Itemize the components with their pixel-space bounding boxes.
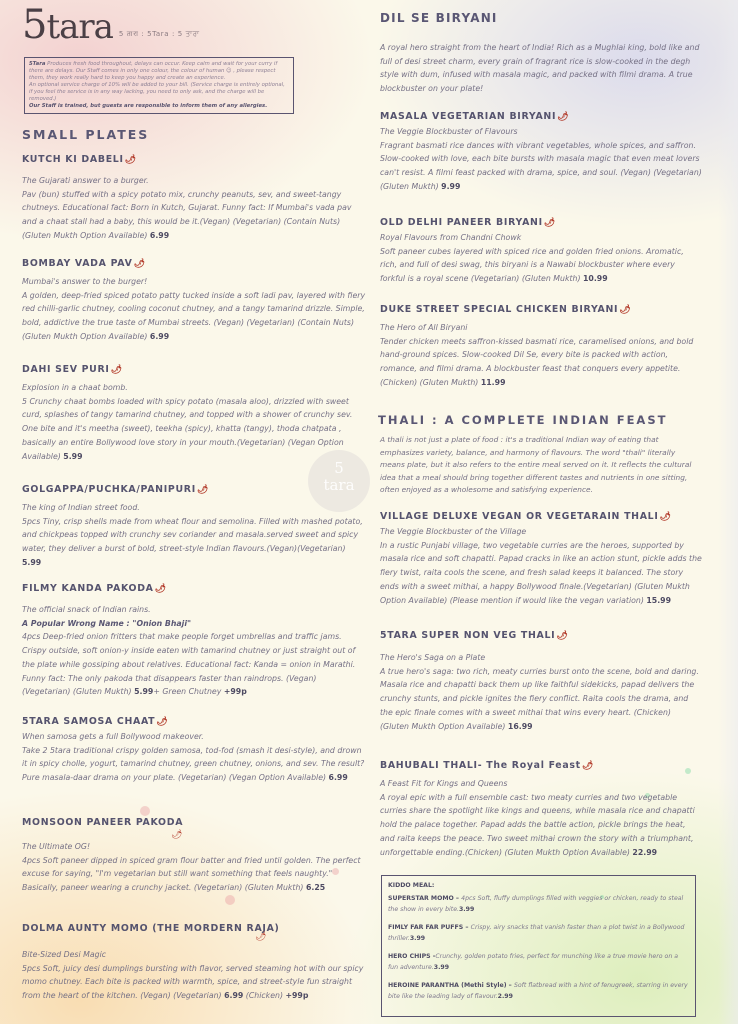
item-name	[380, 630, 702, 641]
logo-subtitle: 5 तारा : 5Tara : 5 ਤਾਰਾ	[118, 30, 200, 38]
item-tagline: A Feast Fit for Kings and Queens	[380, 779, 508, 788]
menu-item	[22, 817, 367, 895]
item-tagline: The Veggie Blockbuster of Flavours	[380, 127, 518, 136]
chili-icon: 🌶	[557, 112, 570, 122]
kiddo-sep: -	[430, 953, 436, 960]
kiddo-item-price: 3.99	[433, 964, 450, 971]
thali-intro: A thali is not just a plate of food : it's a traditional Indian way of eating that emphasizes variety, balance, and harmony of flavours. The word "thali" literally means plate, but it also refers to the entire meal served on it. It reflects the cultural idea that a meal should bring together different tastes and nutrients in one sitting, often enjoyed as a wholesome and satisfying experience.	[380, 435, 692, 495]
item-tagline: The Hero's Saga on a Plate	[380, 653, 486, 662]
item-price: 6.99	[149, 331, 170, 341]
item-name-text: DUKE STREET SPECIAL CHICKEN BIRYANI	[380, 304, 619, 315]
item-price: 22.99	[632, 847, 658, 857]
item-name-text: GOLGAPPA/PUCHKA/PANIPURI	[22, 484, 196, 495]
kiddo-sep: –	[506, 982, 514, 989]
item-price: 15.99	[646, 595, 672, 605]
chili-icon: 🌶	[581, 761, 594, 771]
watermark-five: 5	[334, 459, 344, 477]
kiddo-item-price: 3.99	[458, 906, 475, 913]
item-description	[22, 962, 367, 1003]
item-price: 6.99	[149, 230, 170, 240]
item-extra: + Green Chutney	[153, 687, 224, 697]
item-tagline: The Hero of All Biryani	[380, 323, 468, 332]
item-name	[22, 923, 367, 934]
menu-item	[22, 364, 367, 463]
kiddo-item-name: FIMLY FAR FAR PUFFS	[388, 924, 464, 931]
item-name-text: 5TARA SAMOSA CHAAT	[22, 716, 156, 727]
kiddo-item-desc: Crispy, airy snacks that vanish faster than a plot twist in a Bollywood thriller.	[388, 924, 685, 942]
notice-brand: 5Tara	[29, 61, 46, 67]
item-tagline: Bite-Sized Desi Magic	[22, 950, 107, 959]
kiddo-item-name: SUPERSTAR MOMO	[388, 895, 454, 902]
menu-item	[22, 923, 367, 1003]
chili-icon: 🌶	[619, 305, 632, 315]
description-text: A golden, deep-fried spiced potato patty tucked inside a soft ladi pav, layered with fiery red chilli-garlic chutney, cooling coconut chutney, and a tangy tamarind drizzle. Simple, bold, addictive the true taste of Mumbai streets. (Vegan) (Vegetarian) (Contain Nuts) (Gluten Mukth Option Available)	[22, 290, 366, 341]
item-name-text: OLD DELHI PANEER BIRYANI	[380, 217, 543, 228]
item-description	[22, 515, 367, 570]
chili-icon: 🌶	[556, 631, 569, 641]
item-name-text: MASALA VEGETARIAN BIRYANI	[380, 111, 557, 122]
item-name-text: MONSOON PANEER PAKODA	[22, 817, 184, 828]
description-text: 5pcs Soft, juicy desi dumplings bursting with flavor, served steaming hot with our spicy momo chutney. Each bite is packed with warmth, spice, and street-style fun straight from the heart of the kitchen. (Vegan) (Vegetarian)	[22, 963, 364, 1001]
menu-item	[380, 511, 702, 607]
item-tagline: The official snack of Indian rains.	[22, 605, 151, 614]
description-text: A true hero's saga: two rich, meaty curries burst onto the scene, bold and daring. Masala rice and chapatti back them up like faithful sidekicks, papad delivers the crunchy stunts, and pickle ignites the fiery conflict. Raita cools the drama, and the epic finale comes with a sweet mithai that wins every heart. (Chicken) (Gluten Mukth Option Available)	[380, 666, 699, 731]
notice-line-3: Our Staff is trained, but guests are responsible to inform them of any allergies.	[29, 103, 268, 109]
item-tagline: The Gujarati answer to a burger.	[22, 176, 149, 185]
chili-icon: 🌶	[110, 365, 123, 375]
item-description	[380, 335, 702, 390]
logo-text: tara	[46, 7, 113, 47]
description-text: 4pcs Deep-fried onion fritters that make people forget umbrellas and traffic jams. Crispy outside, soft onion-y inside eaten with tamarind chutney or just straight out of the plate while gossiping about relatives. Educational fact: Kanda = onion in Marathi. Funny fact: The only pakoda that disappears faster than raindrops. (Vegan) (Vegetarian) (Gluten Mukth)	[22, 632, 356, 697]
item-description	[380, 245, 702, 286]
description-text: A royal epic with a full ensemble cast: two meaty curries and two vegetable curries share the spotlight like kings and queens, while masala rice and chapatti hold the palace together. Papad adds the battle action, pickle brings the heat, and raita keeps the peace. Two sweet mithai crown the story with a triumphant, unforgettable ending.(Chicken) (Gluten Mukth Option Available)	[380, 792, 695, 857]
logo-five: 5	[22, 2, 47, 48]
menu-item	[22, 583, 367, 699]
house-notice-box	[24, 57, 294, 114]
description-text: Take 2 5tara traditional crispy golden samosa, tod-fod (smash it desi-style), and drown it in spicy cholle, yogurt, tamarind chutney, green chutney, onions, and sev. The result? Pure masala-daar drama on your plate. (Vegetarian) (Vegan Option Available)	[22, 745, 365, 783]
item-name-text: KUTCH KI DABELI	[22, 154, 124, 165]
item-description	[380, 791, 702, 860]
item-price: 9.99	[441, 181, 461, 191]
item-name	[380, 111, 702, 122]
description-text: 4pcs Soft paneer dipped in spiced gram flour batter and fried until golden. The perfect excuse for saying, "I'm vegetarian but still want something that feels naughty." Basically, paneer wearing a crunchy jacket. (Vegetarian) (Gluten Mukth)	[22, 855, 361, 893]
menu-item	[380, 111, 702, 194]
kiddo-item	[388, 951, 689, 973]
item-price: 6.25	[305, 883, 326, 893]
item-name	[380, 760, 702, 771]
item-name	[380, 304, 702, 315]
item-name	[22, 364, 367, 375]
kiddo-item	[388, 980, 689, 1002]
item-description	[380, 539, 702, 608]
item-price: 5.99	[134, 687, 154, 697]
menu-item	[380, 760, 702, 859]
item-tagline: The Veggie Blockbuster of the Village	[380, 527, 527, 536]
item-price: 16.99	[507, 721, 533, 731]
item-tagline: The Ultimate OG!	[22, 842, 91, 851]
watermark-text: tara	[323, 476, 355, 494]
item-description	[380, 139, 702, 194]
restaurant-logo	[22, 2, 200, 48]
description-text: Fragrant basmati rice dances with vibrant vegetables, whole spices, and saffron. Slow-cooked with love, each bite bursts with masala magic that even meat lovers can't resist. A filmi feast packed with drama, spice, and soul. (Vegan) (Vegetarian)(Gluten Mukth)	[380, 140, 702, 191]
section-title-thali: THALI : A COMPLETE INDIAN FEAST	[378, 413, 668, 427]
menu-item	[380, 304, 702, 390]
item-name	[22, 817, 367, 828]
item-name-text: FILMY KANDA PAKODA	[22, 583, 154, 594]
menu-item	[22, 154, 367, 243]
item-extra-price: +99p	[285, 991, 309, 1001]
item-price: 5.99	[63, 451, 83, 461]
kiddo-item-price: 3.99	[409, 935, 426, 942]
menu-item	[22, 716, 367, 785]
item-name	[22, 583, 367, 594]
section-title-small-plates: SMALL PLATES	[22, 127, 150, 142]
item-name	[22, 258, 367, 269]
item-extra-price: +99p	[223, 687, 247, 697]
item-price: 10.99	[582, 274, 608, 284]
item-name-text: BOMBAY VADA PAV	[22, 258, 133, 269]
item-description	[22, 395, 367, 464]
kiddo-title: KIDDO MEAL:	[388, 882, 435, 889]
item-description	[22, 854, 367, 895]
chili-icon: 🌶	[133, 259, 146, 269]
kiddo-item-price: 2.99	[497, 993, 513, 1000]
item-name-text: DAHI SEV PURI	[22, 364, 110, 375]
item-name-text: BAHUBALI THALI- The Royal Feast	[380, 760, 581, 771]
kiddo-item	[388, 893, 689, 915]
kiddo-item-desc: Soft flatbread with a hint of fenugreek, starring in every bite like the leading lady of flavour.	[388, 982, 688, 1000]
logo-wordmark	[22, 2, 113, 48]
item-name	[22, 484, 367, 495]
kiddo-item-desc: Crunchy, golden potato fries, perfect for munching like a true movie hero on a fun adventure.	[388, 953, 678, 971]
kiddo-item-name: HEROINE PARANTHA (Methi Style)	[388, 982, 507, 989]
item-name-text: 5TARA SUPER NON VEG THALI	[380, 630, 556, 641]
item-tagline: Royal Flavours from Chandni Chowk	[380, 233, 522, 242]
item-name	[22, 716, 367, 727]
kiddo-item	[388, 922, 689, 944]
chili-icon: 🌶	[156, 717, 169, 727]
description-text: 5 Crunchy chaat bombs loaded with spicy potato (masala aloo), drizzled with sweet curd, splashes of tangy tamarind chutney, and topped with a shower of crunchy sev. One bite and it's meetha (sweet), teekha (spicy), khatta (tangy), thoda chatpata , basically an entire Bollywood love story in your mouth.(Vegetarian) (Vegan Option Available)	[22, 396, 353, 461]
item-name	[380, 511, 702, 522]
kiddo-sep: –	[453, 895, 462, 902]
item-description	[380, 665, 702, 734]
item-description	[22, 188, 367, 243]
item-tagline: When samosa gets a full Bollywood makeover.	[22, 732, 204, 741]
menu-item	[380, 630, 702, 733]
chili-icon: 🌶	[543, 218, 556, 228]
item-price: 5.99	[22, 557, 42, 567]
item-description	[22, 289, 367, 344]
item-price: 6.99	[328, 773, 348, 783]
menu-item	[22, 484, 367, 570]
chili-icon: 🌶	[154, 584, 167, 594]
chili-icon: 🌶	[171, 830, 183, 840]
chili-icon: 🌶	[659, 512, 672, 522]
item-description	[22, 744, 367, 785]
item-name-text: DOLMA AUNTY MOMO (THE MORDERN RAJA)	[22, 923, 280, 934]
kiddo-item-name: HERO CHIPS	[388, 953, 431, 960]
item-extra: (Chicken)	[243, 991, 286, 1001]
chili-icon: 🌶	[255, 932, 267, 942]
decor-dot	[140, 806, 150, 816]
item-tagline: Mumbai's answer to the burger!	[22, 277, 148, 286]
kiddo-meal-box	[381, 875, 696, 1017]
section-title-biryani: DIL SE BIRYANI	[380, 11, 498, 25]
item-tagline: Explosion in a chaat bomb.	[22, 383, 128, 392]
item-name	[22, 154, 367, 165]
menu-item	[380, 217, 702, 286]
item-name-text: VILLAGE DELUXE VEGAN OR VEGETARAIN THALI	[380, 511, 659, 522]
biryani-intro: A royal hero straight from the heart of India! Rich as a Mughlai king, bold like and full of desi street charm, every grain of fragrant rice is slow-cooked in the degh style with dum, infused with masala magic, and packed with filmi drama. A true blockbuster on your plate!	[380, 43, 700, 94]
item-price: 11.99	[480, 377, 506, 387]
item-price: 6.99	[224, 991, 244, 1001]
item-name	[380, 217, 702, 228]
kiddo-sep: –	[463, 924, 471, 931]
description-text: Pav (bun) stuffed with a spicy potato mix, crunchy peanuts, sev, and sweet-tangy chutneys. Educational fact: Born in Kutch, Gujarat. Funny fact: If Mumbai's vada pav and a chaat stall had a baby, this would be it.(Vegan) (Vegetarian) (Contain Nuts) (Gluten Mukth Option Available)	[22, 189, 352, 240]
item-tagline: The king of Indian street food.	[22, 503, 140, 512]
page-edge-shade	[718, 0, 738, 1024]
item-highlight: A Popular Wrong Name : "Onion Bhaji"	[22, 618, 192, 628]
decor-dot	[225, 895, 235, 905]
description-text: 5pcs Tiny, crisp shells made from wheat flour and semolina. Filled with mashed potato, and chickpeas topped with crunchy sev coriander and masala.served sweet and spicy water, they deliver a burst of bold, street-style Indian flavours.(Vegan)(Vegetarian)	[22, 516, 363, 554]
chili-icon: 🌶	[124, 155, 137, 165]
item-description	[22, 630, 367, 699]
description-text: In a rustic Punjabi village, two vegetable curries are the heroes, supported by masala rice and soft chapatti. Papad cracks in like an action stunt, pickle adds the fiery twist, raita cools the scene, and fresh salad keeps it balanced. The story ends with a sweet mithai, a happy Bollywood finale.(Vegetarian) (Gluten Mukth Option Available) (Please mention if would like the vegan variation)	[380, 540, 702, 605]
chili-icon: 🌶	[196, 485, 210, 495]
menu-item	[22, 258, 367, 344]
notice-line-2: An optional service charge of 10% will be added to your bill. (Service charge is entirely optional, if you feel the service is in any way lacking, you need to only ask, and the charge will be removed.)	[29, 82, 285, 102]
description-text: Tender chicken meets saffron-kissed basmati rice, caramelised onions, and bold hand-ground spices. Slow-cooked Dil Se, every bite is packed with action, romance, and filmi drama. A blockbuster feast that conquers every appetite. (Chicken) (Gluten Mukth)	[380, 336, 694, 387]
kiddo-item-desc: 4pcs Soft, fluffy dumplings filled with veggies or chicken, ready to steal the show in every bite.	[388, 895, 684, 913]
description-text: Soft paneer cubes layered with spiced rice and golden fried onions. Aromatic, rich, and full of desi swag, this biryani is a Nawabi blockbuster where every forkful is a royal scene (Vegetarian) (Gluten Mukth)	[380, 246, 684, 284]
notice-line-1: Produces fresh food throughout, delays can occur. Keep calm and wait for your curry if there are delays. Our Staff comes in only one colour, the colour of human ☺ , please respect them, they work really hard to keep you happy and create an experience.	[29, 61, 278, 81]
